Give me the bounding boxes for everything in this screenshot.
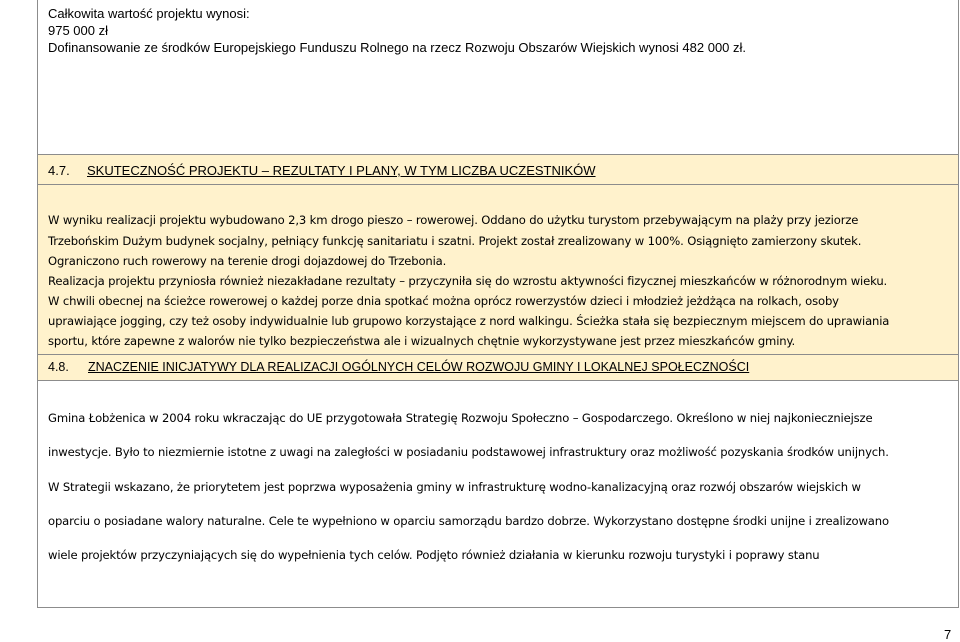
paragraph-line: Trzebońskim Dużym budynek socjalny, pełniący funkcję sanitariatu i szatni. Projekt został zrealizowany w 100%. Osiągnięto zamierzony skutek. [48, 234, 862, 248]
co-financing-text: Dofinansowanie ze środków Europejskiego Funduszu Rolnego na rzecz Rozwoju Obszarów Wiejskich wynosi 482 000 zł. [48, 40, 747, 55]
paragraph-line: wiele projektów przyczyniających się do wypełnienia tych celów. Podjęto również działania w kierunku rozwoju turystyki i poprawy stanu [48, 548, 820, 562]
section-47-body [38, 185, 958, 355]
paragraph-line: Gmina Łobżenica w 2004 roku wkraczając do UE przygotowała Strategię Rozwoju Społeczno – Gospodarczego. Określono w niej najkonieczniejsze [48, 411, 873, 425]
report-table [37, 0, 959, 608]
cost-label: Całkowita wartość projektu wynosi: [48, 6, 250, 21]
section-47-number: 4.7. [48, 163, 70, 178]
section-47-heading [38, 155, 958, 185]
section-48-body [38, 381, 958, 608]
paragraph-line: oparciu o posiadane walory naturalne. Cele te wypełniono w oparciu samorządu bardzo dobrze. Wykorzystano dostępne środki unijne i zrealizowano [48, 514, 889, 528]
paragraph-line: W chwili obecnej na ścieżce rowerowej o każdej porze dnia spotkać można oprócz rowerzystów dzieci i młodzież jeżdżąca na rolkach, osoby [48, 294, 839, 308]
total-cost-value: 975 000 zł [48, 23, 108, 38]
section-48-number: 4.8. [48, 360, 69, 374]
section-48-title: ZNACZENIE INICJATYWY DLA REALIZACJI OGÓLNYCH CELÓW ROZWOJU GMINY I LOKALNEJ SPOŁECZNOŚCI [88, 360, 750, 374]
paragraph-line: uprawiające jogging, czy też osoby indywidualnie lub grupowo korzystające z nord walkingu. Ścieżka stała się bezpiecznym miejscem do uprawiania [48, 314, 890, 328]
paragraph-line: W wyniku realizacji projektu wybudowano 2,3 km drogo pieszo – rowerowej. Oddano do użytku turystom przebywającym na plaży przy jeziorze [48, 213, 859, 227]
page-number: 7 [944, 627, 952, 642]
section-47-title: SKUTECZNOŚĆ PROJEKTU – REZULTATY I PLANY, W TYM LICZBA UCZESTNIKÓW [87, 163, 596, 178]
project-cost-cell [38, 0, 958, 155]
section-48-heading [38, 355, 958, 381]
paragraph-line: W Strategii wskazano, że priorytetem jest poprzwa wyposażenia gminy w infrastrukturę wodno-kanalizacyjną oraz rozwój obszarów wiejskich w [48, 480, 861, 494]
paragraph-line: Realizacja projektu przyniosła również niezakładane rezultaty – przyczyniła się do wzrostu aktywności fizycznej mieszkańców w różnorodnym wieku. [48, 274, 888, 288]
paragraph-line: inwestycje. Było to niezmiernie istotne z uwagi na zaległości w posiadaniu podstawowej infrastruktury oraz możliwość pozyskania środków unijnych. [48, 445, 889, 459]
paragraph-line: sportu, które zapewne z walorów nie tylko bezpieczeństwa ale i wizualnych chętnie wykorzystywane jest przez mieszkańców gminy. [48, 334, 796, 348]
paragraph-line: Ograniczono ruch rowerowy na terenie drogi dojazdowej do Trzebonia. [48, 254, 447, 268]
